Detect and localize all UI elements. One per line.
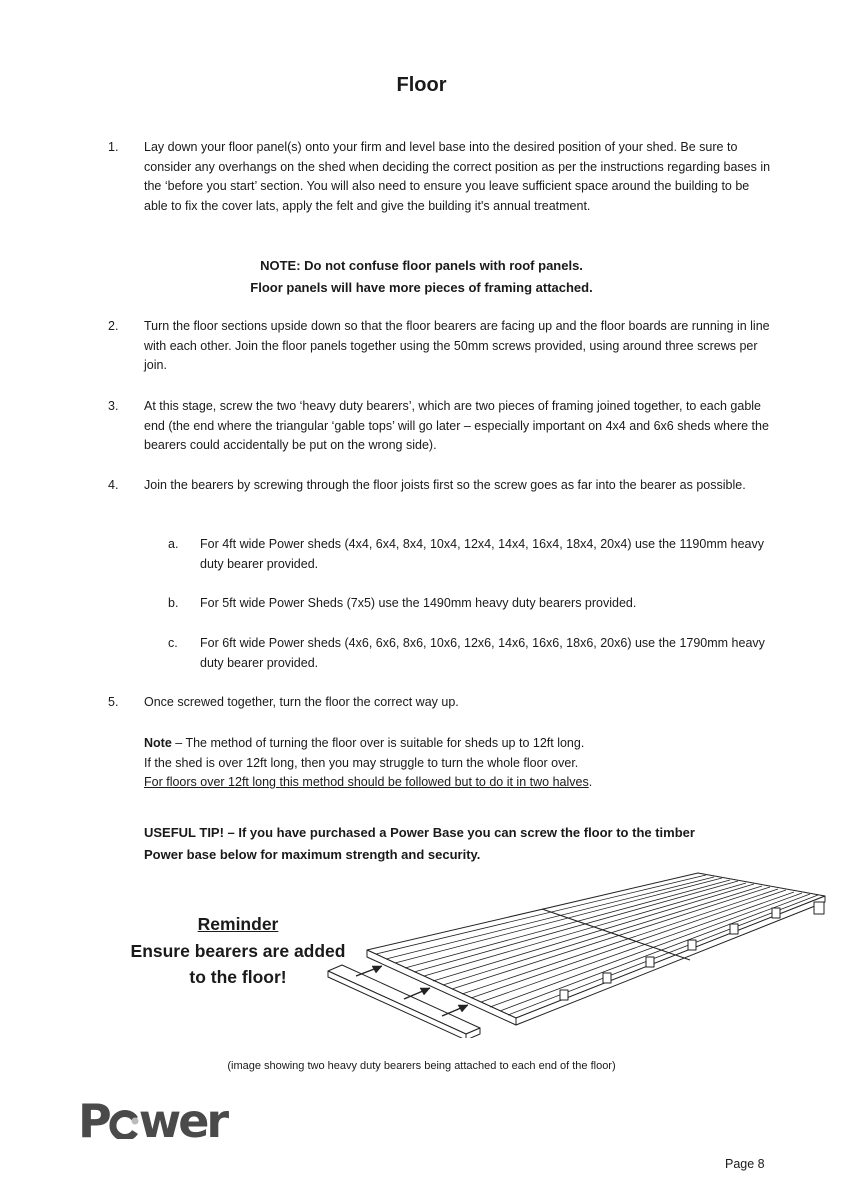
tip-line-1: USEFUL TIP! – If you have purchased a Power Base you can screw the floor to the timber <box>144 825 695 840</box>
useful-tip <box>144 822 774 866</box>
step-text: At this stage, screw the two ‘heavy duty bearers’, which are two pieces of framing joined together, to each gable end (the end where the triangular ‘gable tops’ will go later – especially important on 4x4 and 6x6 sheds where the bearers could accidentally be put on the wrong side). <box>144 399 769 453</box>
note-line-3-end: . <box>588 775 593 790</box>
note-line-2: If the shed is over 12ft long, then you may struggle to turn the whole floor over. <box>144 755 579 770</box>
page-title: Floor <box>396 74 447 96</box>
reminder-line-1: Ensure bearers are added <box>130 940 346 961</box>
note-line-3-underlined: For floors over 12ft long this method should be followed but to do it in two halves <box>144 775 589 790</box>
step-text: Join the bearers by screwing through the floor joists first so the screw goes as far into the bearer as possible. <box>144 478 746 492</box>
logo-text-wer: wer <box>138 1094 227 1148</box>
step-text: Turn the floor sections upside down so that the floor bearers are facing up and the floor boards are running in line with each other. Join the floor panels together using the 50mm screws provided, using around three screws per join. <box>144 319 770 373</box>
note-line-2: Floor panels will have more pieces of framing attached. <box>250 280 593 295</box>
substep-text: For 5ft wide Power Sheds (7x5) use the 1490mm heavy duty bearers provided. <box>200 596 637 610</box>
logo-o-icon <box>109 1096 139 1130</box>
step-number: 2. <box>108 319 119 333</box>
power-logo <box>78 1094 226 1148</box>
reminder-line-2: to the floor! <box>189 967 287 987</box>
page-number: Page 8 <box>725 1157 765 1171</box>
floor-bearers-illustration <box>320 868 835 1038</box>
step-text: Once screwed together, turn the floor the correct way up. <box>144 695 459 709</box>
substep-letter: a. <box>168 537 179 551</box>
step-number: 5. <box>108 695 119 709</box>
image-caption: (image showing two heavy duty bearers being attached to each end of the floor) <box>227 1060 616 1072</box>
logo-letter-p: P <box>78 1094 109 1148</box>
substep-letter: b. <box>168 596 179 610</box>
note-label: Note <box>144 736 172 750</box>
tip-line-2: Power base below for maximum strength and security. <box>144 847 481 862</box>
step-number: 4. <box>108 478 119 492</box>
substep-letter: c. <box>168 636 178 650</box>
substep-text: For 4ft wide Power sheds (4x4, 6x4, 8x4, 10x4, 12x4, 14x4, 16x4, 18x4, 20x4) use the 1190mm heavy duty bearer provided. <box>200 537 764 571</box>
substep-text: For 6ft wide Power sheds (4x6, 6x6, 8x6, 10x6, 12x6, 14x6, 16x6, 18x6, 20x6) use the 1790mm heavy duty bearer provided. <box>200 636 765 670</box>
reminder-heading: Reminder <box>197 914 279 934</box>
note-line-1: NOTE: Do not confuse floor panels with roof panels. <box>260 258 583 273</box>
step-number: 3. <box>108 399 119 413</box>
note-warning <box>0 255 843 299</box>
note-line-1: – The method of turning the floor over is suitable for sheds up to 12ft long. <box>171 736 585 750</box>
step-number: 1. <box>108 140 119 154</box>
step-text: Lay down your floor panel(s) onto your firm and level base into the desired position of your shed. Be sure to consider any overhangs on the shed when deciding the correct position as per the instructions regarding bases in the ‘before you start’ section. You will also need to ensure you leave sufficient space around the building to be able to fix the cover lats, apply the felt and give the building it's annual treatment. <box>144 140 771 213</box>
turning-note <box>144 734 774 793</box>
